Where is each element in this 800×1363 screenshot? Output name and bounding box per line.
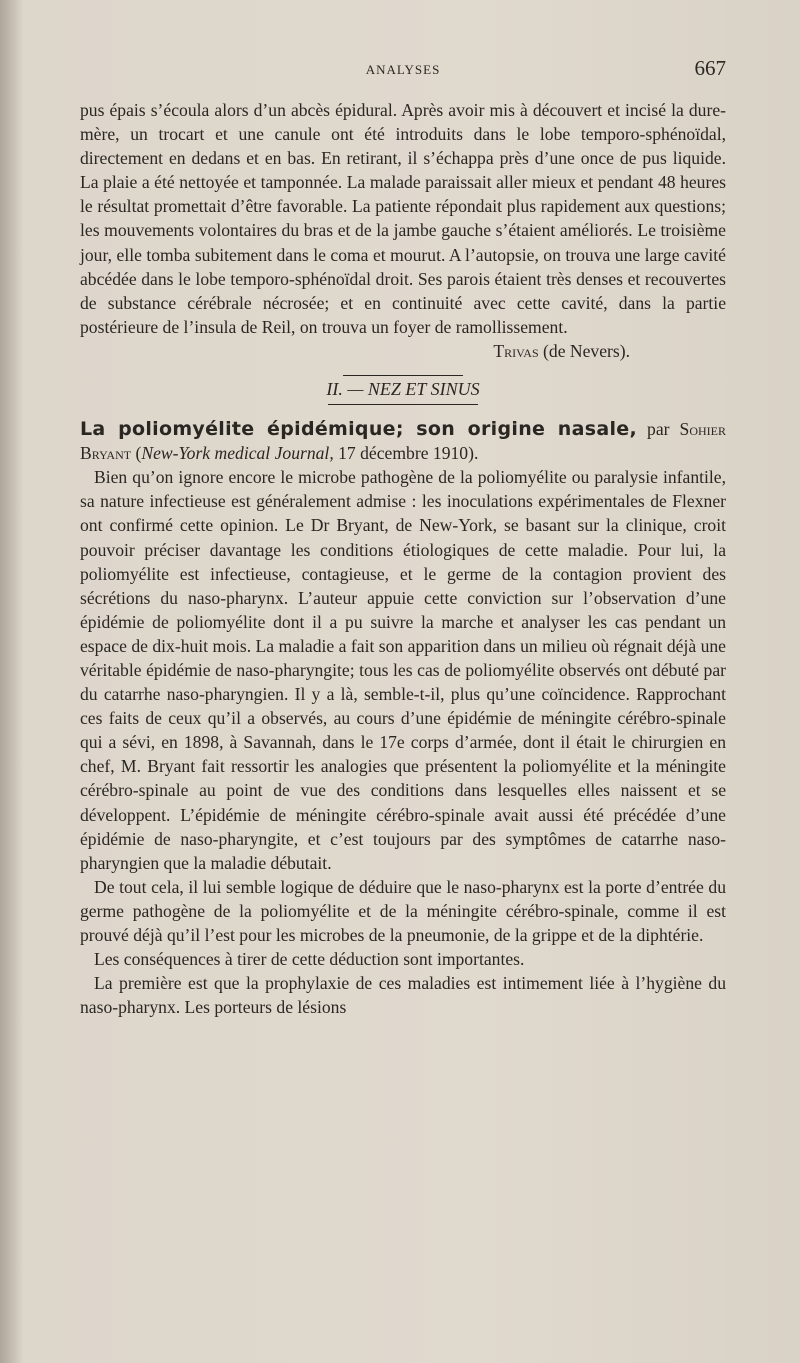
article-paragraph-4: La première est que la prophylaxie de ces maladies est intimement liée à l’hygiène du naso-pharynx. Les porteurs de lésions (80, 973, 726, 1018)
signature (493, 339, 630, 363)
article-author: Sohier Bryant (80, 419, 726, 464)
article-title: La poliomyélite épidémique; son origine nasale, (80, 418, 637, 441)
page-header (80, 56, 726, 86)
signature-place: (de Nevers). (543, 340, 630, 361)
article-by: par (647, 419, 670, 440)
previous-article-paragraph: pus épais s’écoula alors d’un abcès épidural. Après avoir mis à découvert et incisé la dure-mère, un trocart et une canule ont été introduits dans le lobe temporo-sphénoïdal, directement en dedans et en bas. En retirant, il s’échappa près d’une once de pus liquide. La plaie a été nettoyée et tamponnée. La malade paraissait aller mieux et pendant 48 heures le résultat promettait d’être favorable. La patiente répondait plus rapidement aux questions; les mouvements volontaires du bras et de la jambe gauche s’étaient améliorés. Le troisième jour, elle tomba subitement dans le coma et mourut. A l’autopsie, on trouva une large cavité abcédée dans le lobe temporo-sphénoïdal droit. Ses parois étaient très denses et recouvertes de substance cérébrale nécrosée; et en continuité avec cette cavité, dans la partie postérieure de l’insula de Reil, on trouva un foyer de ramollissement. (80, 100, 726, 337)
source-open: ( (135, 443, 142, 464)
signature-name: Trivas (493, 340, 539, 361)
article-paragraph-2: De tout cela, il lui semble logique de déduire que le naso-pharynx est la porte d’entrée du germe pathogène de la poliomyélite et de la méningite cérébro-spinale, comme il est prouvé déjà qu’il l’est pour les microbes de la pneumonie, de la grippe et de la diphtérie. (80, 876, 726, 945)
article-header (80, 417, 726, 465)
binding-shadow (0, 0, 24, 1363)
section-rule-bottom (328, 404, 478, 405)
article-paragraph-1: Bien qu’on ignore encore le microbe pathogène de la poliomyélite ou paralysie infantile, sa nature infectieuse est généralement admise : les inoculations expérimentales de Flexner ont confirmé cette opinion. Le Dr Bryant, de New-York, se basant sur la clinique, croit pouvoir préciser davantage les conditions étiologiques de cette maladie. Pour lui, la poliomyélite est infectieuse, contagieuse, et le germe de la contagion provient des sécrétions du naso-pharynx. L’auteur appuie cette conviction sur l’observation d’une épidémie de poliomyélite dont il a pu suivre la marche et analyser les cas pendant un espace de dix-huit mois. La maladie a fait son apparition dans un milieu où régnait déjà une véritable épidémie de naso-pharyngite; tous les cas de poliomyélite observés ont débuté par du catarrhe naso-pharyngien. Il y a là, semble-t-il, plus qu’une coïncidence. Rapprochant ces faits de ceux qu’il a observés, au cours d’une épidémie de méningite cérébro-spinale qui a sévi, en 1898, à Savannah, dans le 17e corps d’armée, dont il était le chirurgien en chef, M. Bryant fait ressortir les analogies que présentent la poliomyélite et la méningite cérébro-spinale au point de vue des conditions dans lesquelles elles naissent et se développent. L’épidémie de méningite cérébro-spinale avait aussi été précédée d’une épidémie de naso-pharyngite, et c’est toujours par des symptômes de catarrhe naso-pharyngien que la maladie débutait. (80, 467, 726, 873)
page-number: 667 (694, 56, 726, 80)
article-paragraph-3: Les conséquences à tirer de cette déduction sont importantes. (94, 949, 525, 970)
source-date: 17 décembre 1910). (333, 443, 479, 464)
running-title: ANALYSES (365, 62, 441, 77)
section-heading: II. — NEZ ET SINUS (326, 379, 480, 400)
page-body (80, 98, 726, 1019)
source-journal: New-York medical Journal, (141, 443, 334, 464)
previous-article-text (80, 98, 726, 361)
